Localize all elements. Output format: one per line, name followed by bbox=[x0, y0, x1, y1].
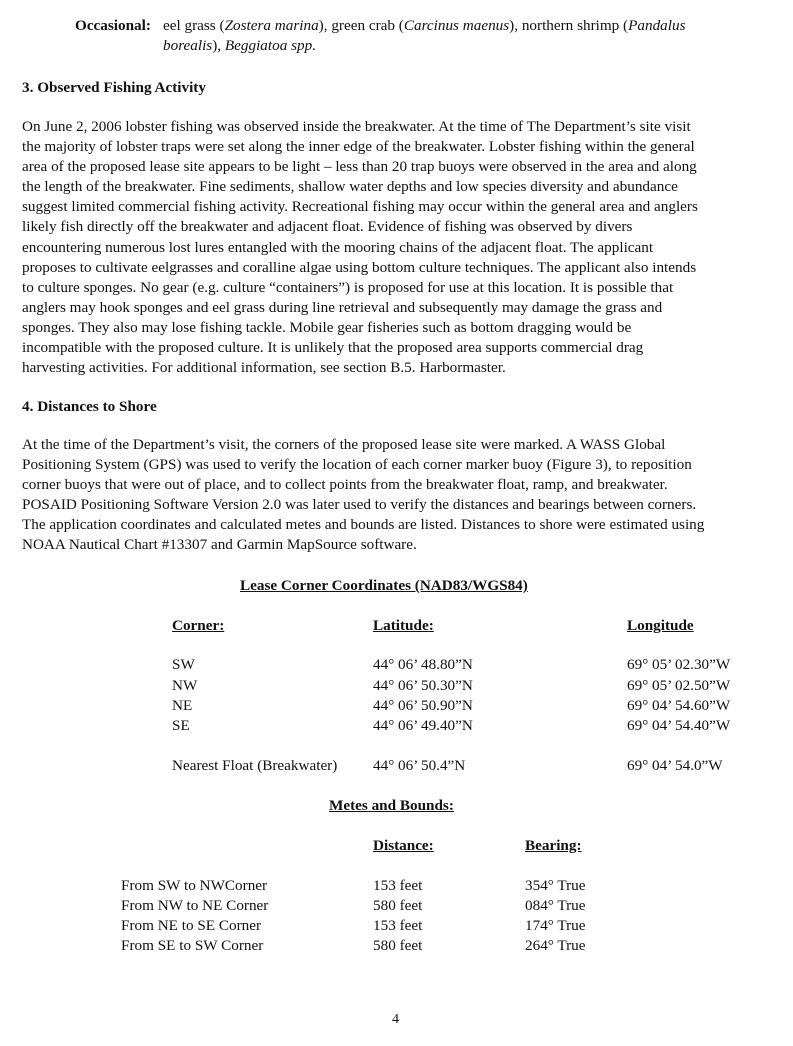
float-corner-cell: Nearest Float (Breakwater) bbox=[172, 757, 338, 774]
corner-cell: SE bbox=[172, 717, 190, 734]
corner-cell: SW bbox=[172, 656, 195, 673]
text-line: the majority of lobster traps were set along the inner edge of the breakwater. Lobster fishing within the general bbox=[22, 138, 695, 156]
text-line: NOAA Nautical Chart #13307 and Garmin MapSource software. bbox=[22, 536, 417, 554]
latitude-cell: 44° 06’ 48.80”N bbox=[373, 656, 473, 673]
text-line: proposes to cultivate eelgrasses and coralline algae using bottom culture techniques. The applicant also intends bbox=[22, 258, 697, 276]
text-line: encountering numerous lost lures entangled with the mooring chains of the adjacent float. The applicant bbox=[22, 238, 654, 256]
species-name: borealis bbox=[163, 37, 213, 54]
distance-cell: 153 feet bbox=[373, 917, 423, 934]
text-line: to culture sponges. No gear (e.g. culture “containers”) is proposed for use at this location. It is possible that bbox=[22, 278, 674, 296]
from-cell: From SE to SW Corner bbox=[121, 937, 264, 954]
text-line: suggest limited commercial fishing activity. Recreational fishing may occur within the general area and anglers bbox=[22, 198, 698, 216]
bearing-cell: 084° True bbox=[525, 897, 586, 914]
text-line: harvesting activities. For additional information, see section B.5. Harbormaster. bbox=[22, 359, 506, 377]
column-header-distance: Distance: bbox=[373, 837, 434, 854]
species-name: Beggiatoa spp. bbox=[224, 37, 316, 54]
latitude-cell: 44° 06’ 49.40”N bbox=[373, 717, 473, 734]
corner-cell: NE bbox=[172, 697, 193, 714]
from-cell: From SW to NWCorner bbox=[121, 877, 268, 894]
occasional-text: eel grass ( bbox=[163, 17, 225, 34]
species-name: Pandalus bbox=[628, 17, 686, 34]
corner-cell: NW bbox=[172, 677, 198, 694]
metes-table-title: Metes and Bounds: bbox=[329, 797, 454, 814]
text-line: incompatible with the proposed culture. It is unlikely that the proposed area supports commercial drag bbox=[22, 339, 644, 357]
longitude-cell: 69° 05’ 02.30”W bbox=[627, 656, 731, 673]
occasional-text: ), northern shrimp ( bbox=[509, 17, 629, 34]
text-line: corner buoys that were out of place, and to collect points from the breakwater float, ramp, and breakwater. bbox=[22, 476, 668, 494]
page-number: 4 bbox=[392, 1012, 399, 1027]
bearing-cell: 174° True bbox=[525, 917, 586, 934]
text-line: the length of the breakwater. Fine sediments, shallow water depths and low species diversity and abundance bbox=[22, 178, 678, 196]
distances-paragraph bbox=[22, 435, 772, 556]
text-line: At the time of the Department’s visit, the corners of the proposed lease site were marked. A WASS Global bbox=[22, 436, 666, 453]
text-line: Positioning System (GPS) was used to verify the location of each corner marker buoy (Figure 3), to reposition bbox=[22, 456, 692, 474]
latitude-cell: 44° 06’ 50.90”N bbox=[373, 697, 473, 714]
bearing-cell: 354° True bbox=[525, 877, 586, 894]
section-heading-fishing: 3. Observed Fishing Activity bbox=[22, 79, 206, 96]
column-header-bearing: Bearing: bbox=[525, 837, 582, 854]
distance-cell: 153 feet bbox=[373, 877, 423, 894]
occasional-text: ), green crab ( bbox=[318, 17, 404, 34]
species-name: Carcinus maenus bbox=[403, 17, 510, 34]
text-line: sponges. They also may lose fishing tackle. Mobile gear fisheries such as bottom dragging would be bbox=[22, 318, 632, 336]
section-heading-distances: 4. Distances to Shore bbox=[22, 398, 157, 415]
column-header-latitude: Latitude: bbox=[373, 617, 434, 634]
coordinates-table-title: Lease Corner Coordinates (NAD83/WGS84) bbox=[240, 577, 528, 594]
bearing-cell: 264° True bbox=[525, 937, 586, 954]
column-header-longitude: Longitude bbox=[627, 617, 694, 634]
float-latitude-cell: 44° 06’ 50.4”N bbox=[373, 757, 466, 774]
occasional-species bbox=[75, 16, 765, 56]
occasional-text: ), bbox=[212, 37, 225, 54]
column-header-corner: Corner: bbox=[172, 617, 225, 634]
text-line: anglers may hook sponges and eel grass during line retrieval and subsequently may damage the grass and bbox=[22, 298, 663, 316]
latitude-cell: 44° 06’ 50.30”N bbox=[373, 677, 473, 694]
longitude-cell: 69° 04’ 54.40”W bbox=[627, 717, 731, 734]
distance-cell: 580 feet bbox=[373, 937, 423, 954]
species-name: Zostera marina bbox=[224, 17, 319, 34]
longitude-cell: 69° 04’ 54.60”W bbox=[627, 697, 731, 714]
occasional-label: Occasional: bbox=[75, 17, 151, 34]
text-line: likely fish directly off the breakwater and adjacent float. Evidence of fishing was observed by divers bbox=[22, 218, 633, 236]
from-cell: From NE to SE Corner bbox=[121, 917, 262, 934]
text-line: area of the proposed lease site appears to be light – less than 20 trap buoys were observed in the area and along bbox=[22, 158, 697, 176]
distance-cell: 580 feet bbox=[373, 897, 423, 914]
from-cell: From NW to NE Corner bbox=[121, 897, 269, 914]
text-line: POSAID Positioning Software Version 2.0 was later used to verify the distances and bearings between corners. bbox=[22, 496, 697, 514]
text-line: On June 2, 2006 lobster fishing was observed inside the breakwater. At the time of The Department’s site visit bbox=[22, 118, 691, 135]
longitude-cell: 69° 05’ 02.50”W bbox=[627, 677, 731, 694]
text-line: The application coordinates and calculated metes and bounds are listed. Distances to shore were estimated using bbox=[22, 516, 705, 534]
float-longitude-cell: 69° 04’ 54.0”W bbox=[627, 757, 723, 774]
fishing-paragraph bbox=[22, 117, 772, 378]
